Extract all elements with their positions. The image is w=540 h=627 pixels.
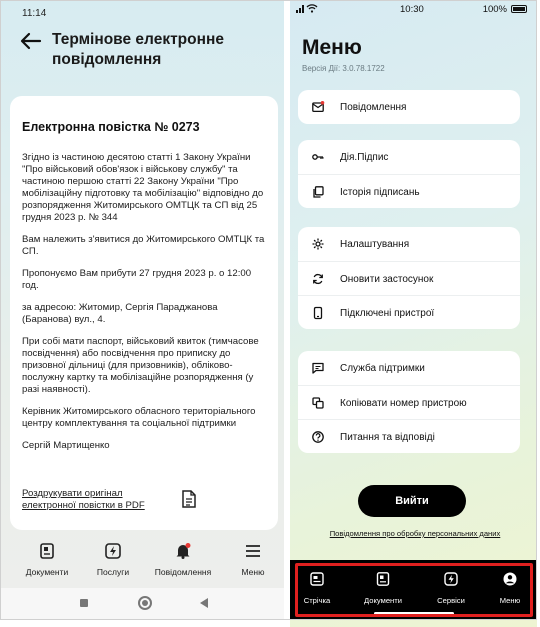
- copy-number-icon: [312, 397, 324, 409]
- nav-item-documents[interactable]: Документи: [353, 572, 413, 608]
- recent-apps-icon[interactable]: [80, 599, 88, 607]
- status-time: 11:14: [22, 8, 47, 19]
- nav-item-services[interactable]: Послуги: [78, 543, 148, 580]
- home-indicator[interactable]: [374, 612, 454, 615]
- app-version: Версія Дії: 3.0.78.1722: [302, 64, 385, 73]
- system-nav-bar: [0, 588, 284, 620]
- summons-signature: Сергій Мартищенко: [22, 440, 110, 451]
- gear-icon: [312, 238, 324, 250]
- nav-item-documents[interactable]: Документи: [12, 543, 82, 580]
- services-icon: [105, 543, 121, 559]
- services-icon: [444, 572, 458, 586]
- nav-item-menu[interactable]: Меню: [480, 572, 540, 608]
- phone-icon: [312, 307, 324, 319]
- summons-card: [10, 96, 278, 530]
- nav-item-feed[interactable]: Стрічка: [287, 572, 347, 608]
- menu-group-signature: [298, 140, 520, 208]
- page-header: [20, 30, 270, 74]
- system-back-icon[interactable]: [200, 598, 208, 608]
- summons-paragraph: Пропонуємо Вам прибути 27 грудня 2023 р. о 12:00 год.: [22, 268, 252, 291]
- summons-title: Електронна повістка № 0273: [22, 120, 200, 134]
- menu-group-support: [298, 351, 520, 453]
- bell-icon: [175, 543, 191, 559]
- battery-icon: [511, 5, 527, 13]
- home-icon[interactable]: [138, 596, 152, 610]
- logout-button[interactable]: Вийти: [358, 485, 466, 517]
- documents-icon: [376, 572, 390, 586]
- nav-item-menu[interactable]: Меню: [218, 543, 288, 580]
- bottom-nav: [290, 560, 537, 620]
- refresh-icon: [312, 273, 324, 285]
- profile-icon: [503, 572, 517, 586]
- menu-item-support[interactable]: Служба підтримки: [298, 351, 520, 385]
- wifi-icon: [306, 4, 318, 13]
- summons-paragraph: При собі мати паспорт, військовий квиток (тимчасове посвідчення) або посвідчення про приписку до призовної дільниці (для призовників), обліково-послужну картку та мобілізаційне розпорядження (у разі наявності).: [22, 336, 259, 395]
- page-title: Меню: [302, 36, 362, 59]
- page-title: Термінове електронне повідомлення: [52, 31, 224, 68]
- feed-icon: [310, 572, 324, 586]
- summons-paragraph: Керівник Житомирського обласного територіального центру комплектування та соціальної підтримки: [22, 406, 256, 429]
- envelope-icon: [312, 101, 324, 113]
- key-icon: [312, 151, 324, 163]
- summons-paragraph: за адресою: Житомир, Сергія Параджанова (Баранова) вул., 4.: [22, 302, 218, 325]
- right-phone-screen: [290, 0, 537, 620]
- print-pdf-link[interactable]: Роздрукувати оригінал електронної повістки в PDF: [22, 488, 145, 511]
- copy-icon: [312, 186, 324, 198]
- menu-item-update-app[interactable]: Оновити застосунок: [298, 261, 520, 295]
- battery-percent: 100%: [482, 4, 507, 15]
- hamburger-icon: [245, 543, 261, 559]
- nav-item-notifications[interactable]: Повідомлення: [148, 543, 218, 580]
- menu-item-copy-device-number[interactable]: Копіювати номер пристрою: [298, 385, 520, 419]
- signal-icon: [296, 5, 304, 13]
- summons-paragraph: Згідно із частиною десятою статті 1 Закону України "Про військовий обов'язок і військову службу" та частиною першою статті 22 Закону України "Про мобілізаційну підготовку та мобілізацію" відповідно до розпорядження Житомирського ОМТЦК та СП від 25 грудня 2023 р. № 344: [22, 152, 264, 223]
- status-bar: [290, 0, 537, 18]
- back-arrow-icon[interactable]: [20, 32, 42, 50]
- menu-item-faq[interactable]: Питання та відповіді: [298, 419, 520, 453]
- menu-item-dia-signature[interactable]: Дія.Підпис: [298, 140, 520, 174]
- menu-item-notifications[interactable]: Повідомлення: [298, 90, 520, 124]
- documents-icon: [39, 543, 55, 559]
- chat-icon: [312, 362, 324, 374]
- document-icon[interactable]: [182, 490, 196, 508]
- nav-item-services[interactable]: Сервіси: [421, 572, 481, 608]
- summons-paragraph: Вам належить з'явитися до Житомирського ОМТЦК та СП.: [22, 234, 265, 257]
- privacy-notice-link[interactable]: Повідомлення про обробку персональних даних: [329, 529, 501, 538]
- menu-item-signing-history[interactable]: Історія підписань: [298, 174, 520, 208]
- status-time: 10:30: [400, 4, 424, 15]
- status-bar: [0, 0, 284, 26]
- bottom-nav: [0, 537, 284, 583]
- menu-group-settings: [298, 227, 520, 329]
- question-icon: [312, 431, 324, 443]
- menu-group-notifications: [298, 90, 520, 124]
- menu-item-connected-devices[interactable]: Підключені пристрої: [298, 295, 520, 329]
- menu-item-settings[interactable]: Налаштування: [298, 227, 520, 261]
